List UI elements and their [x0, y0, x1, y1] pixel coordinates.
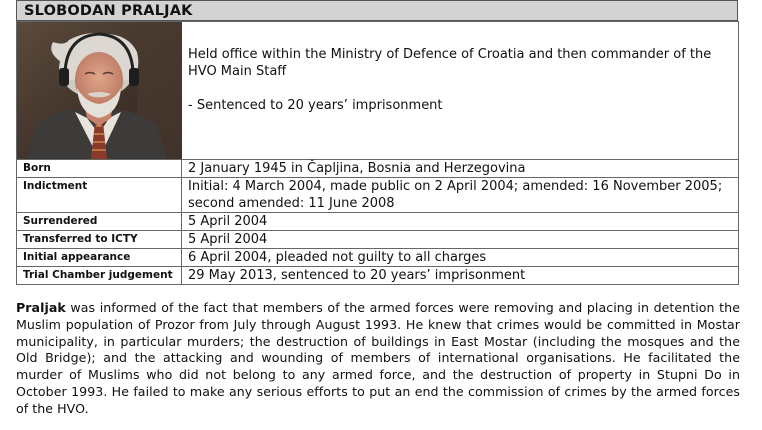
paragraph-lead-name: Praljak [16, 300, 66, 315]
person-name: SLOBODAN PRALJAK [24, 3, 193, 19]
paragraph-body: was informed of the fact that members of the armed forces were removing and placing in detention the Muslim population of Prozor from July through August 1993. He knew that crimes would be committed in Mostar municipality, in particular murders; the destruction of buildings in East Mostar (including the mosques and the Old Bridge); and the attacking and wounding of members of international organisations. He facilitated the murder of Muslims who did not belong to any armed force, and the destruction of property in Stupni Do in October 1993. He failed to make any serious efforts to put an end the commission of crimes by the armed forces of the HVO. [16, 300, 740, 416]
row-surrendered [17, 213, 739, 231]
label-surrendered: Surrendered [17, 213, 182, 231]
value-transferred: 5 April 2004 [182, 231, 739, 249]
value-initial-appearance: 6 April 2004, pleaded not guilty to all charges [182, 249, 739, 267]
photo-cell [17, 22, 182, 160]
summary-office: Held office within the Ministry of Defence of Croatia and then commander of the HVO Main Staff [188, 47, 712, 79]
label-judgement: Trial Chamber judgement [17, 267, 182, 285]
label-born: Born [17, 160, 182, 178]
profile-sheet [16, 0, 738, 285]
value-born: 2 January 1945 in Čapljina, Bosnia and Herzegovina [182, 160, 739, 178]
summary-cell [182, 22, 739, 160]
portrait-photo [17, 22, 182, 159]
photo-row [17, 22, 739, 160]
row-indictment [17, 178, 739, 213]
row-judgement [17, 267, 739, 285]
row-transferred [17, 231, 739, 249]
value-judgement: 29 May 2013, sentenced to 20 years’ imprisonment [182, 267, 739, 285]
label-indictment: Indictment [17, 178, 182, 213]
value-surrendered: 5 April 2004 [182, 213, 739, 231]
profile-table [16, 21, 739, 285]
summary-sentence: - Sentenced to 20 years’ imprisonment [188, 98, 443, 113]
label-transferred: Transferred to ICTY [17, 231, 182, 249]
description-paragraph [16, 300, 740, 418]
profile-header [16, 0, 738, 21]
row-initial-appearance [17, 249, 739, 267]
label-initial-appearance: Initial appearance [17, 249, 182, 267]
value-indictment: Initial: 4 March 2004, made public on 2 April 2004; amended: 16 November 2005; second amended: 11 June 2008 [182, 178, 739, 213]
row-born [17, 160, 739, 178]
